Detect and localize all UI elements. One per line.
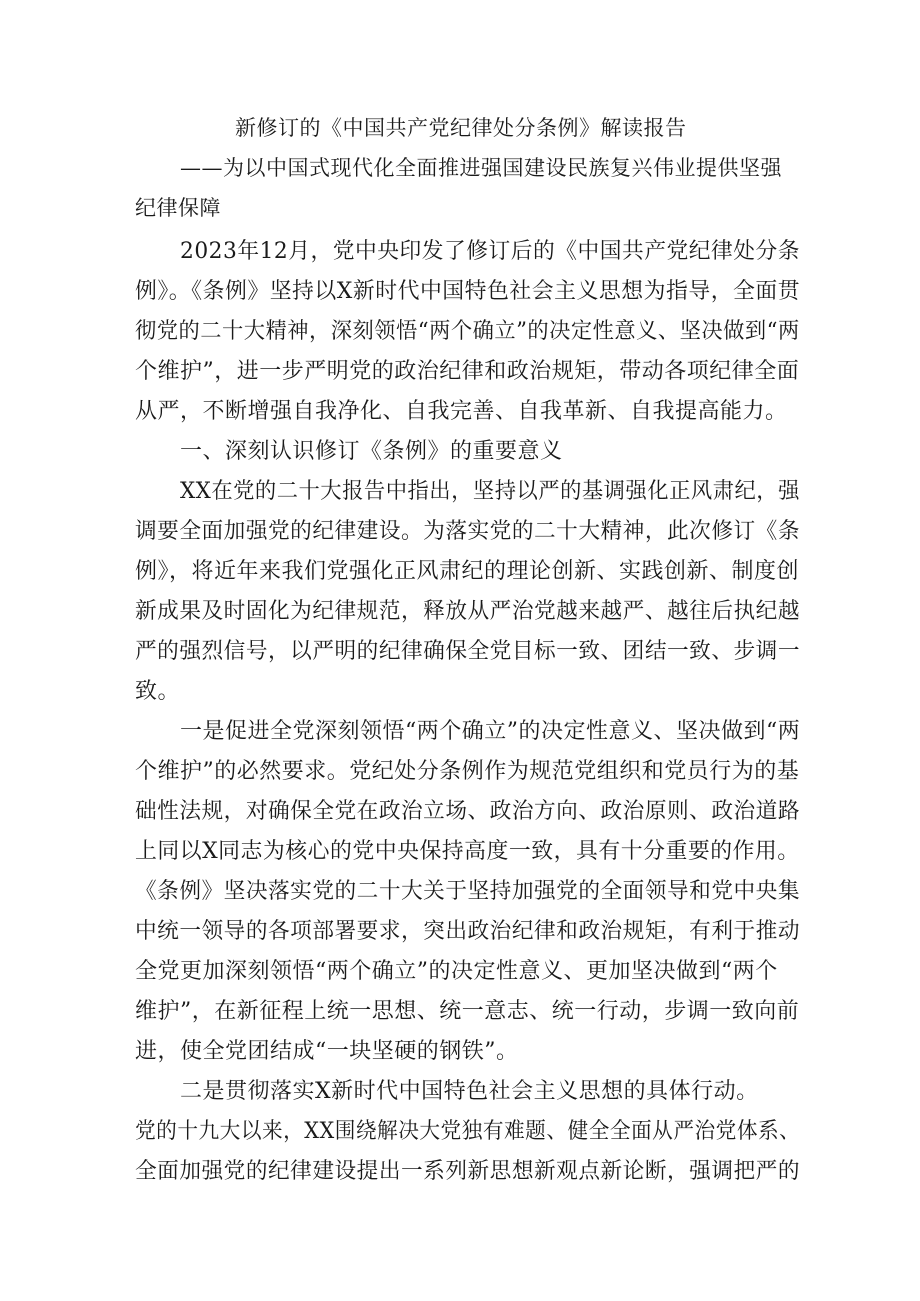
paragraph-1-line-5: 从严，不断增强自我净化、自我完善、自我革新、自我提高能力。	[135, 399, 788, 424]
paragraph-3-line-2: 个维护”的必然要求。党纪处分条例作为规范党组织和党员行为的基	[135, 759, 800, 784]
paragraph-4-line-3: 全面加强党的纪律建设提出一系列新思想新观点新论断，强调把严的	[135, 1159, 801, 1184]
paragraph-2-line-4: 新成果及时固化为纪律规范，释放从严治党越来越严、越往后执纪越	[135, 599, 801, 624]
paragraph-1-line-4: 个维护”，进一步严明党的政治纪律和政治规矩，带动各项纪律全面	[135, 359, 800, 384]
paragraph-3-line-6: 中统一领导的各项部署要求，突出政治纪律和政治规矩，有利于推动	[135, 919, 801, 944]
paragraph-4-line-1: 二是贯彻落实X新时代中国特色社会主义思想的具体行动。	[180, 1079, 759, 1104]
paragraph-2-line-1: XX在党的二十大报告中指出，坚持以严的基调强化正风肃纪，强	[180, 479, 800, 504]
paragraph-2-line-6: 致。	[135, 679, 181, 704]
paragraph-4-line-2: 党的十九大以来，XX围绕解决大党独有难题、健全全面从严治党体系、	[135, 1119, 801, 1144]
document-subtitle-line-2: 纪律保障	[135, 196, 221, 220]
paragraph-3-line-9: 进，使全党团结成“一块坚硬的钢铁”。	[135, 1039, 519, 1064]
paragraph-2-line-5: 严的强烈信号，以严明的纪律确保全党目标一致、团结一致、步调一	[135, 639, 801, 664]
document-subtitle-line-1: ——为以中国式现代化全面推进强国建设民族复兴伟业提供坚强	[180, 156, 782, 180]
paragraph-1-line-1: 2023年12月，党中央印发了修订后的《中国共产党纪律处分条	[180, 239, 800, 264]
paragraph-1-line-2: 例》。《条例》坚持以X新时代中国特色社会主义思想为指导，全面贯	[135, 279, 801, 304]
section-heading-1: 一、深刻认识修订《条例》的重要意义	[180, 439, 563, 464]
paragraph-3-line-8: 维护”，在新征程上统一思想、统一意志、统一行动，步调一致向前	[135, 999, 800, 1024]
paragraph-3-line-5: 《条例》坚决落实党的二十大关于坚持加强党的全面领导和党中央集	[135, 879, 801, 904]
paragraph-3-line-4: 上同以X同志为核心的党中央保持高度一致，具有十分重要的作用。	[135, 839, 800, 864]
document-title: 新修订的《中国共产党纪律处分条例》解读报告	[235, 116, 687, 140]
paragraph-1-line-3: 彻党的二十大精神，深刻领悟“两个确立”的决定性意义、坚决做到“两	[135, 319, 800, 344]
paragraph-2-line-3: 例》，将近年来我们党强化正风肃纪的理论创新、实践创新、制度创	[135, 559, 800, 584]
paragraph-3-line-7: 全党更加深刻领悟“两个确立”的决定性意义、更加坚决做到“两个	[135, 959, 778, 984]
paragraph-3-line-1: 一是促进全党深刻领悟“两个确立”的决定性意义、坚决做到“两	[180, 719, 801, 744]
paragraph-3-line-3: 础性法规，对确保全党在政治立场、政治方向、政治原则、政治道路	[135, 799, 801, 824]
paragraph-2-line-2: 调要全面加强党的纪律建设。为落实党的二十大精神，此次修订《条	[135, 519, 801, 544]
